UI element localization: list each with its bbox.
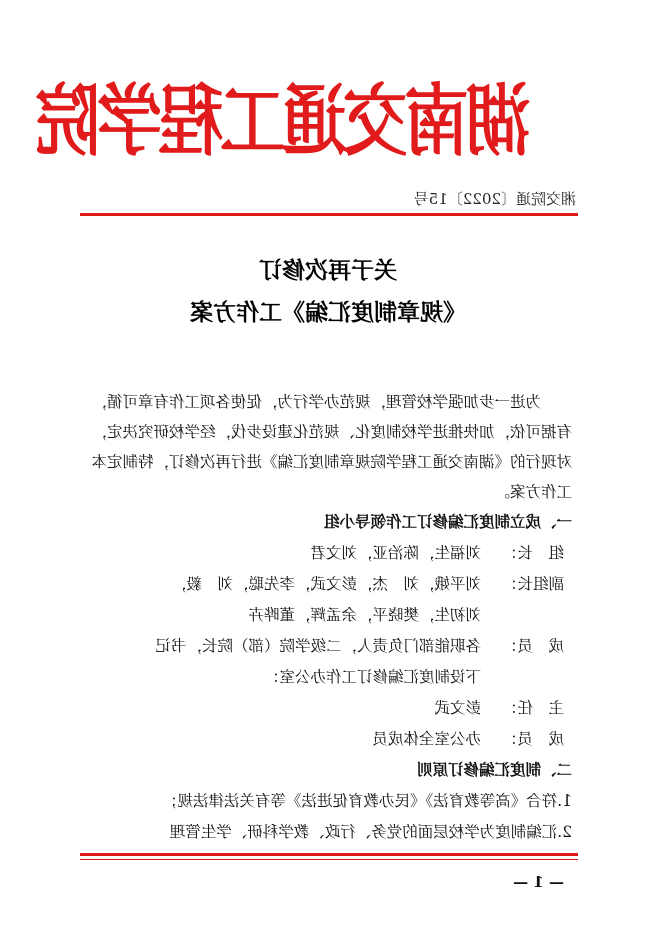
member-label: 成 员：: [501, 637, 564, 655]
member-value-1: 各职能部门负责人，二级学院（部）院长，书记: [155, 637, 481, 655]
title-line-1: 关于再次修订: [259, 257, 397, 284]
office-member-label: 成 员：: [501, 730, 564, 748]
section-1-heading: 一、成立制度汇编修订工作领导小组: [323, 512, 572, 531]
principle-item-2: 2.汇编制度为学校层面的党务、行政、教学科研、学生管理: [169, 823, 572, 841]
deputy-label: 副组长：: [501, 575, 564, 593]
section-2-heading: 二、制度汇编修订原则: [416, 760, 572, 779]
office-member-value: 办公室全体成员: [372, 730, 481, 748]
red-masthead: 湖南交通工程学院: [38, 76, 531, 167]
leader-value: 刘福生，陈治亚，刘文君: [310, 544, 481, 562]
principle-item-1: 1.符合《高等教育法》《民办教育促进法》等有关法律法规；: [161, 792, 572, 810]
office-head-value: 彭文武: [434, 699, 481, 717]
leader-label: 组 长：: [501, 544, 564, 562]
intro-paragraph: [82, 387, 572, 507]
deputy-value-2: 刘初生，樊晓平，余孟辉，董晔卉: [248, 606, 481, 624]
footer-red-rule-thin: [80, 859, 578, 860]
document-number: 湘交院通〔2022〕15号: [413, 190, 576, 208]
header-red-rule: [80, 213, 578, 216]
title-line-2: 《规章制度汇编》工作方案: [190, 299, 466, 326]
page-number: — 1 —: [513, 873, 564, 891]
office-head-label: 主 任：: [501, 699, 564, 717]
deputy-value-1: 刘平娥，刘 杰，彭文武，李先聪，刘 毅，: [170, 575, 481, 593]
member-value-2: 下设制度汇编修订工作办公室：: [263, 668, 481, 686]
footer-red-rule-thick: [80, 853, 578, 856]
intro-text: 为进一步加强学校管理，规范办学行为，促使各项工作有章可循，有据可依，加快推进学校制度化、规范化建设步伐，经学校研究决定，对现行的《湖南交通工程学院规章制度汇编》进行再次修订，特制定本工作方案。: [91, 393, 572, 501]
